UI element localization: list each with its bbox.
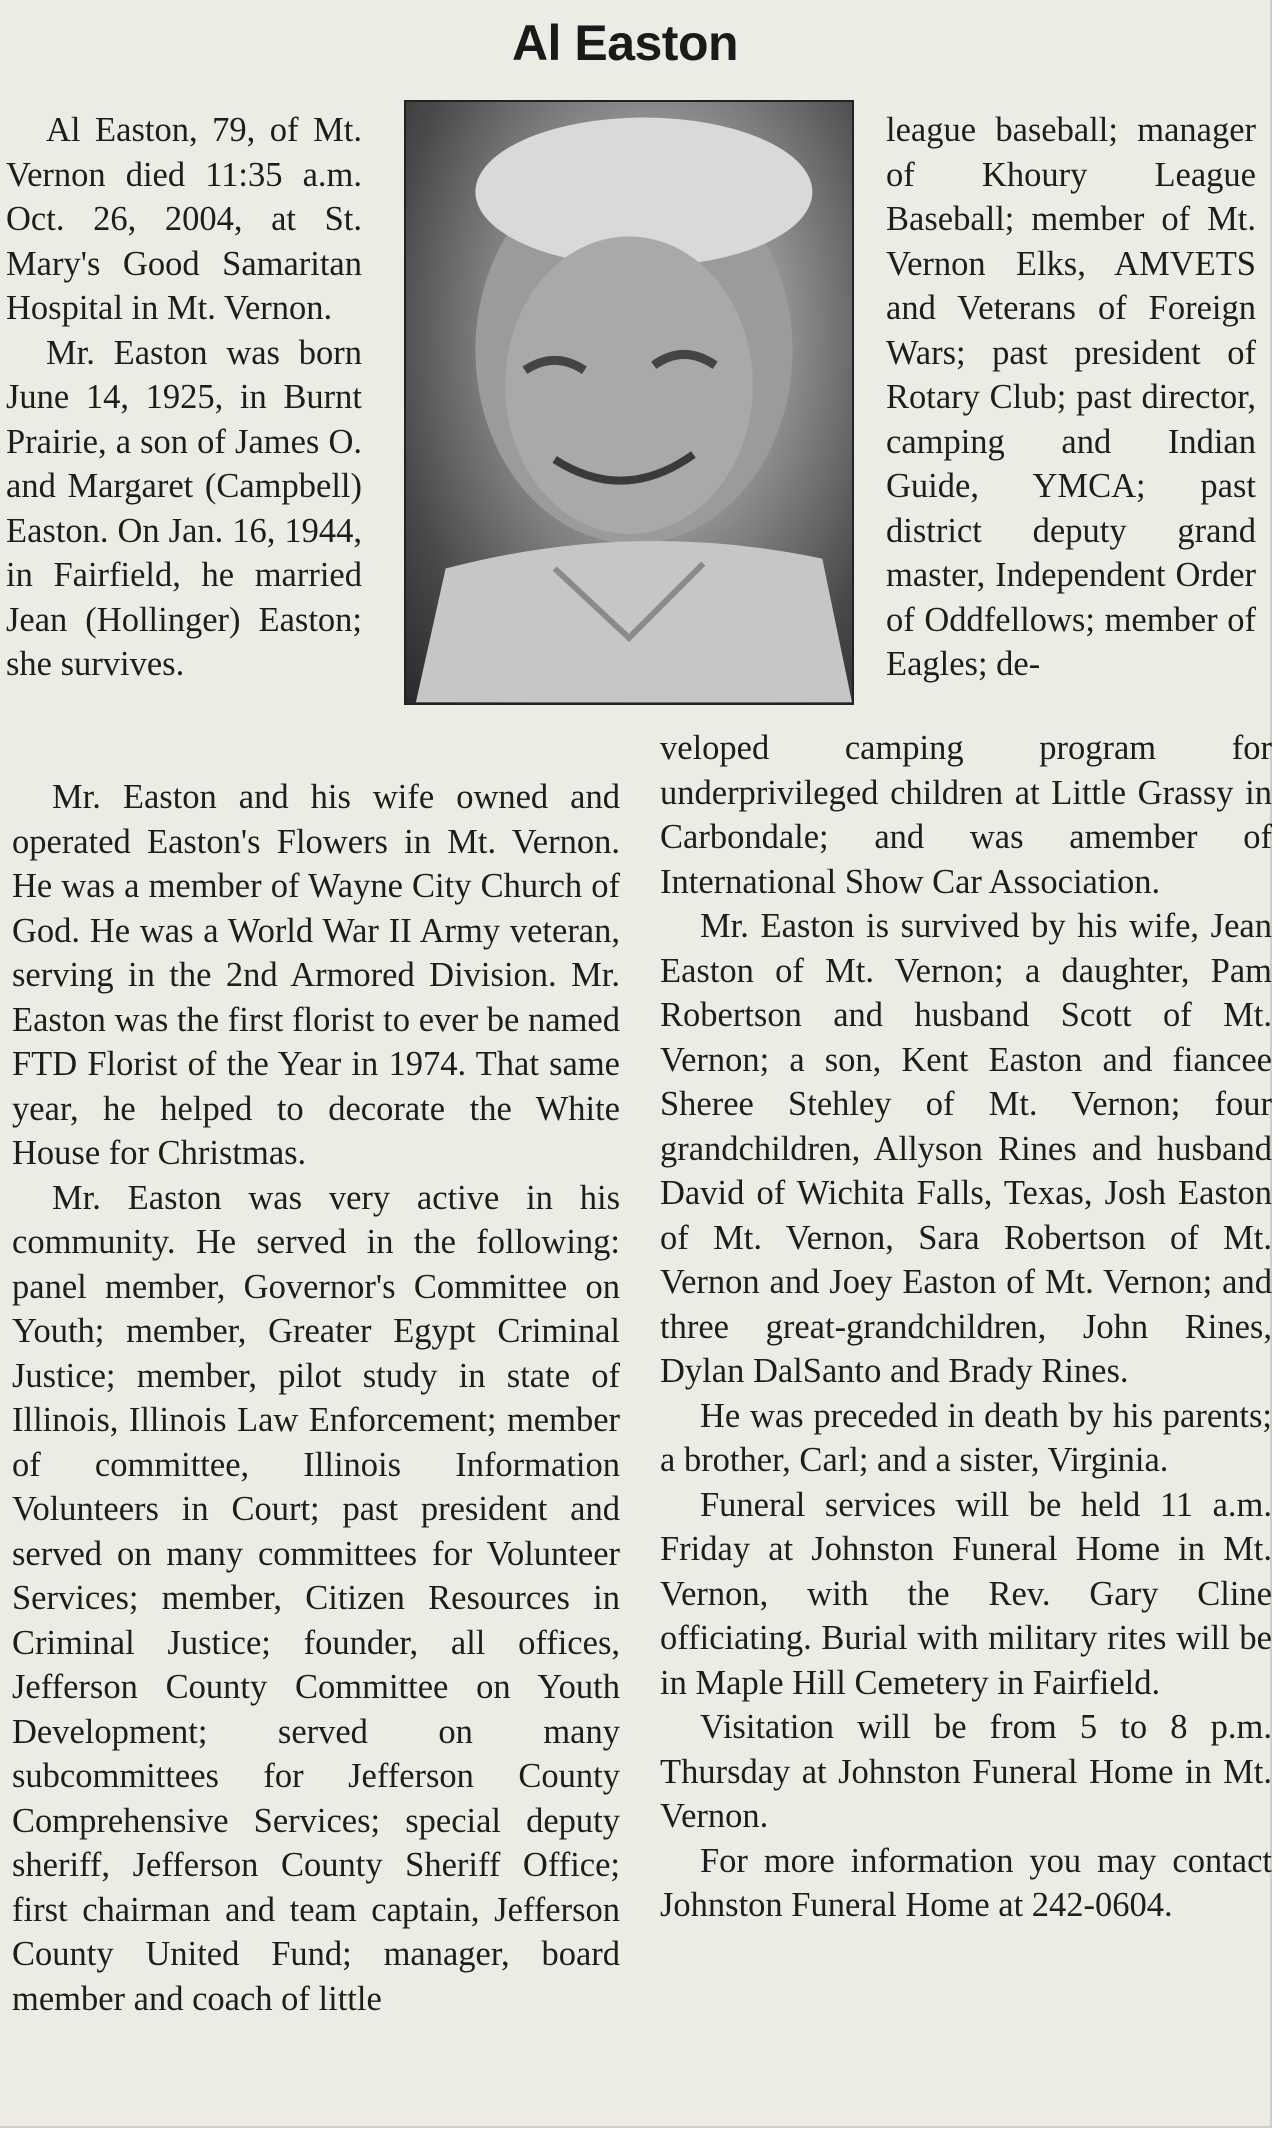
portrait-photo-icon	[406, 102, 852, 703]
paragraph: He was preceded in death by his parents; a brother, Carl; and a sister, Virginia.	[660, 1396, 1272, 1479]
lower-left-column	[12, 775, 620, 2021]
lower-right-column	[660, 726, 1272, 1928]
paragraph: league baseball; manager of Khoury League Baseball; member of Mt. Vernon Elks, AMVETS and Veterans of Foreign Wars; past president of Rotary Club; past director, camping and Indian Guide, YMCA; past district deputy grand master, Independent Order of Oddfellows; member of Eagles; de-	[886, 111, 1256, 683]
paragraph: Visitation will be from 5 to 8 p.m. Thursday at Johnston Funeral Home in Mt. Vernon.	[660, 1708, 1272, 1835]
paragraph: veloped camping program for underprivileged children at Little Grassy in Carbondale; and was amember of International Show Car Association.	[660, 729, 1272, 901]
portrait-photo	[404, 100, 854, 705]
paragraph: Funeral services will be held 11 a.m. Friday at Johnston Funeral Home in Mt. Vernon, with the Rev. Gary Cline officiating. Burial with military rites will be in Maple Hill Cemetery in Fairfield.	[660, 1485, 1272, 1702]
portrait-shirt	[416, 541, 852, 702]
paragraph: Mr. Easton is survived by his wife, Jean Easton of Mt. Vernon; a daughter, Pam Robertson and husband Scott of Mt. Vernon; a son, Kent Easton and fiancee Sheree Stehley of Mt. Vernon; four grandchildren, Allyson Rines and husband David of Wichita Falls, Texas, Josh Easton of Mt. Vernon, Sara Robertson of Mt. Vernon and Joey Easton of Mt. Vernon; and three great-grandchildren, John Rines, Dylan DalSanto and Brady Rines.	[660, 907, 1272, 1390]
paragraph: Mr. Easton and his wife owned and operated Easton's Flowers in Mt. Vernon. He was a member of Wayne City Church of God. He was a World War II Army veteran, serving in the 2nd Armored Division. Mr. Easton was the first florist to ever be named FTD Florist of the Year in 1974. That same year, he helped to decorate the White House for Christmas.	[12, 778, 620, 1172]
right-column	[886, 108, 1256, 687]
portrait-face	[505, 236, 753, 533]
paragraph: Al Easton, 79, of Mt. Vernon died 11:35 a.m. Oct. 26, 2004, at St. Mary's Good Samaritan Hospital in Mt. Vernon.	[6, 111, 362, 327]
paragraph: Mr. Easton was very active in his community. He served in the following: panel member, Governor's Committee on Youth; member, Greater Egypt Criminal Justice; member, pilot study in state of Illinois, Illinois Law Enforcement; member of committee, Illinois Information Volunteers in Court; past president and served on many committees for Volunteer Services; member, Citizen Resources in Criminal Justice; founder, all offices, Jefferson County Committee on Youth Development; served on many subcommittees for Jefferson County Comprehensive Services; special deputy sheriff, Jefferson County Sheriff Office; first chairman and team captain, Jefferson County United Fund; manager, board member and coach of little	[12, 1178, 620, 2018]
paragraph: Mr. Easton was born June 14, 1925, in Burnt Prairie, a son of James O. and Margaret (Campbell) Easton. On Jan. 16, 1944, in Fairfield, he married Jean (Hollinger) Easton; she survives.	[6, 333, 362, 683]
left-column	[6, 108, 362, 687]
paragraph: For more information you may contact Johnston Funeral Home at 242-0604.	[660, 1841, 1272, 1924]
headline: Al Easton	[511, 15, 739, 71]
